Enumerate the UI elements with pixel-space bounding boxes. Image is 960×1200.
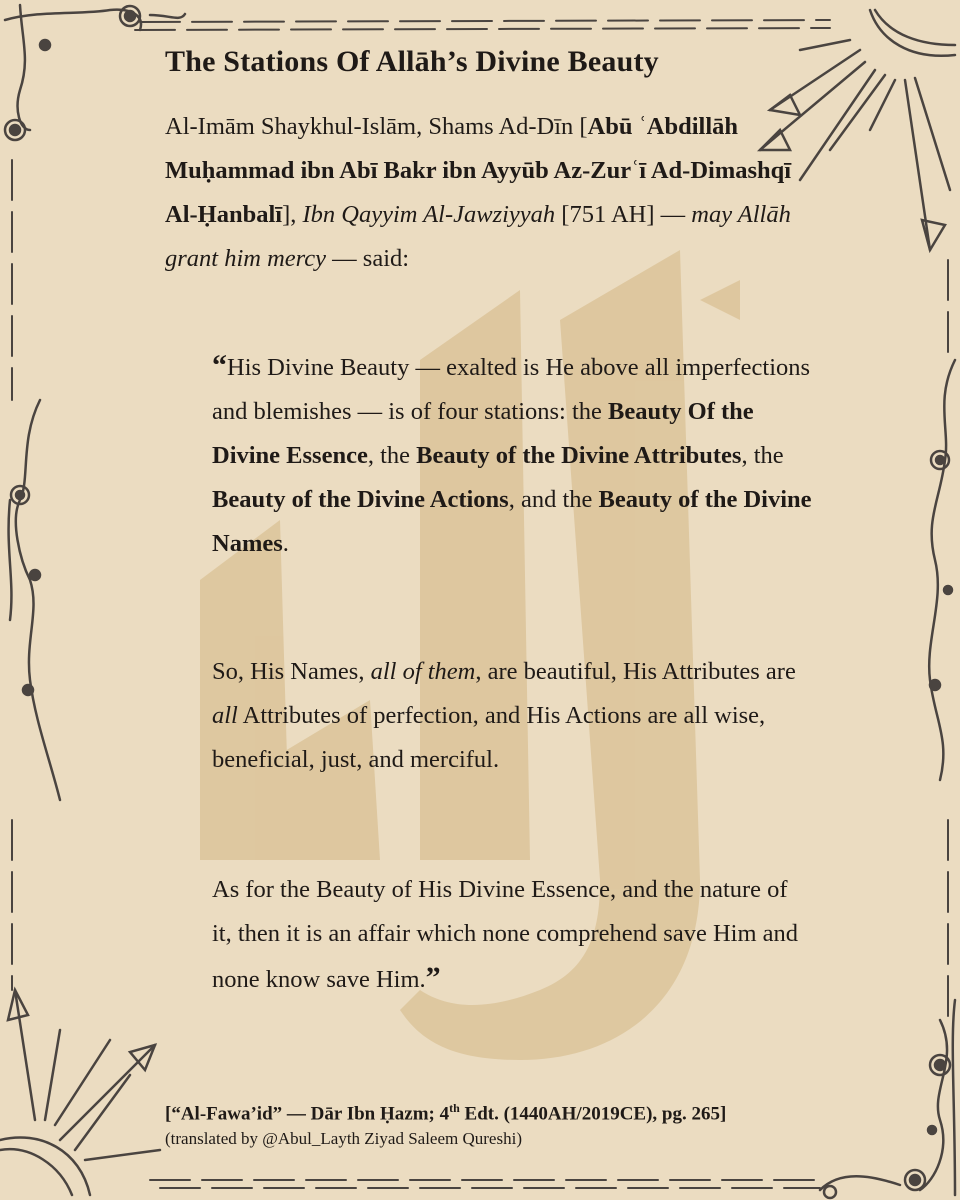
quote-text: , and the bbox=[508, 486, 599, 513]
quote-paragraph-1 bbox=[212, 344, 812, 566]
quote-italic: all of them bbox=[370, 658, 476, 685]
quote-bold: Beauty of the Divine Actions bbox=[212, 486, 509, 513]
quote-text: As for the Beauty of His Divine Essence, and the nature of it, then it is an affair which none comprehend save Him and none know save Him. bbox=[212, 876, 799, 993]
intro-text: Al-Imām Shaykhul-Islām, Shams Ad-Dīn [ bbox=[165, 113, 588, 140]
scholar-full-name: Abū ʿAbdillāh Muḥammad ibn Abī Bakr ibn Ayyūb Az-Zurʿī Ad-Dimashqī Al-Ḥanbalī bbox=[165, 113, 792, 228]
citation-superscript: th bbox=[449, 1101, 460, 1115]
page-title: The Stations Of Allāh’s Divine Beauty bbox=[165, 45, 659, 78]
quote-paragraph-3 bbox=[212, 868, 812, 1002]
quote-bold: Beauty Of the Divine Essence bbox=[212, 398, 754, 469]
quote-paragraph-2 bbox=[212, 650, 812, 782]
quote-bold: Beauty of the Divine Attributes bbox=[416, 442, 742, 469]
quote-bold: Beauty of the Divine Names bbox=[212, 486, 812, 557]
mercy-phrase: may Allāh grant him mercy bbox=[165, 201, 791, 272]
quote-text: His Divine Beauty — exalted is He above all imperfections and blemishes — is of four stations: the bbox=[212, 354, 811, 425]
open-quote-mark: “ bbox=[212, 349, 227, 382]
intro-text: ], bbox=[282, 201, 303, 228]
quote-text: , are beautiful, His Attributes are bbox=[475, 658, 796, 685]
quote-text: , the bbox=[741, 442, 784, 469]
intro-paragraph bbox=[165, 105, 805, 281]
quote-italic: all bbox=[212, 702, 238, 729]
quote-text: , the bbox=[367, 442, 417, 469]
close-quote-mark: ” bbox=[425, 961, 441, 994]
scholar-title: Ibn Qayyim Al-Jawziyyah bbox=[302, 201, 556, 228]
intro-text: — said: bbox=[326, 245, 410, 272]
quote-text: Attributes of perfection, and His Actions are all wise, beneficial, just, and merciful. bbox=[212, 702, 766, 773]
citation-text: [“Al-Fawa’id” — Dār Ibn Ḥazm; 4 bbox=[165, 1103, 450, 1125]
intro-text: [751 AH] — bbox=[555, 201, 692, 228]
quote-text: . bbox=[282, 530, 289, 557]
citation bbox=[165, 1093, 865, 1129]
translator-credit: (translated by @Abul_Layth Ziyad Saleem Qureshi) bbox=[165, 1129, 522, 1148]
citation-text: Edt. (1440AH/2019CE), pg. 265] bbox=[459, 1103, 727, 1125]
quote-text: So, His Names, bbox=[212, 658, 371, 685]
